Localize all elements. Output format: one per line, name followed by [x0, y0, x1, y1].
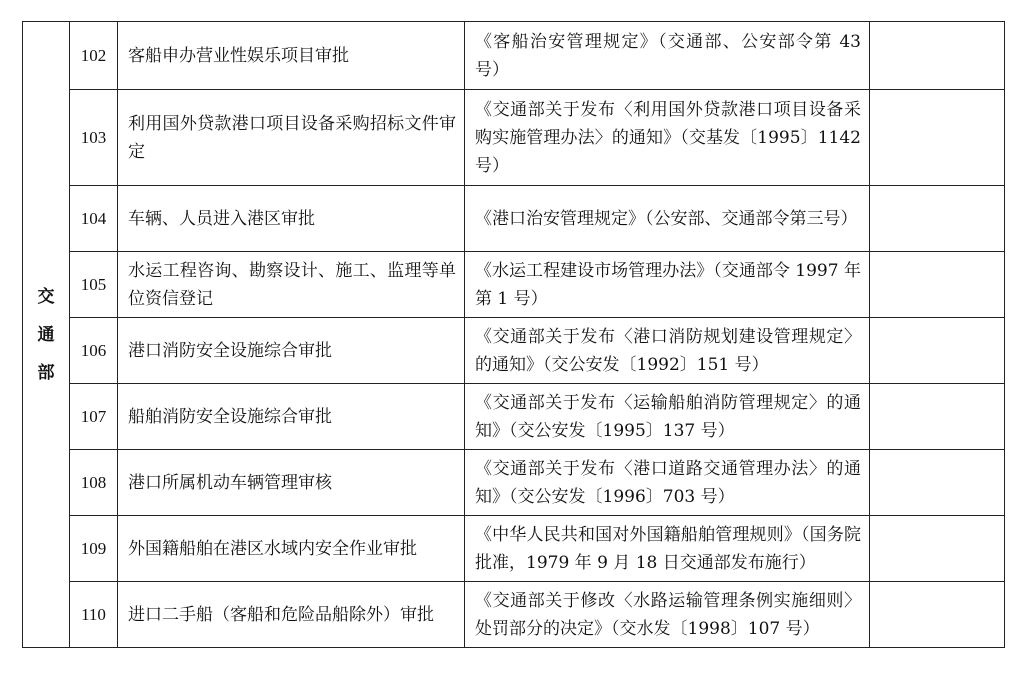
- item-number: 102: [70, 22, 118, 90]
- note-cell: [870, 450, 1005, 516]
- legal-basis: 《港口治安管理规定》（公安部、交通部令第三号）: [465, 186, 870, 252]
- item-number: 106: [70, 318, 118, 384]
- item-number: 107: [70, 384, 118, 450]
- legal-basis: 《交通部关于发布〈运输船舶消防管理规定〉的通知》（交公安发〔1995〕137 号）: [465, 384, 870, 450]
- note-cell: [870, 318, 1005, 384]
- department-char: 交: [37, 286, 55, 307]
- item-name: 外国籍船舶在港区水域内安全作业审批: [118, 516, 465, 582]
- item-number: 104: [70, 186, 118, 252]
- table-row: [23, 582, 1005, 648]
- table-row: [23, 252, 1005, 318]
- legal-basis: 《交通部关于发布〈利用国外贷款港口项目设备采购实施管理办法〉的通知》（交基发〔1995〕1142 号）: [465, 90, 870, 186]
- item-name: 船舶消防安全设施综合审批: [118, 384, 465, 450]
- note-cell: [870, 252, 1005, 318]
- item-name: 利用国外贷款港口项目设备采购招标文件审定: [118, 90, 465, 186]
- legal-basis: 《交通部关于发布〈港口消防规划建设管理规定〉的通知》（交公安发〔1992〕151 号）: [465, 318, 870, 384]
- department-char: 通: [37, 324, 55, 345]
- legal-basis: 《中华人民共和国对外国籍船舶管理规则》（国务院批准，1979 年 9 月 18 日交通部发布施行）: [465, 516, 870, 582]
- legal-basis: 《交通部关于发布〈港口道路交通管理办法〉的通知》（交公安发〔1996〕703 号）: [465, 450, 870, 516]
- table-row: [23, 22, 1005, 90]
- table-row: [23, 90, 1005, 186]
- item-number: 103: [70, 90, 118, 186]
- item-name: 港口消防安全设施综合审批: [118, 318, 465, 384]
- table-row: [23, 384, 1005, 450]
- item-name: 进口二手船（客船和危险品船除外）审批: [118, 582, 465, 648]
- item-name: 客船申办营业性娱乐项目审批: [118, 22, 465, 90]
- table-row: [23, 186, 1005, 252]
- approval-items-table: [22, 21, 1005, 648]
- department-cell: [23, 22, 70, 648]
- table-row: [23, 318, 1005, 384]
- note-cell: [870, 384, 1005, 450]
- legal-basis: 《交通部关于修改〈水路运输管理条例实施细则〉处罚部分的决定》（交水发〔1998〕107 号）: [465, 582, 870, 648]
- note-cell: [870, 186, 1005, 252]
- item-number: 108: [70, 450, 118, 516]
- item-number: 109: [70, 516, 118, 582]
- item-name: 水运工程咨询、勘察设计、施工、监理等单位资信登记: [118, 252, 465, 318]
- item-number: 110: [70, 582, 118, 648]
- item-name: 港口所属机动车辆管理审核: [118, 450, 465, 516]
- note-cell: [870, 516, 1005, 582]
- legal-basis: 《客船治安管理规定》（交通部、公安部令第 43 号）: [465, 22, 870, 90]
- note-cell: [870, 90, 1005, 186]
- table-row: [23, 516, 1005, 582]
- note-cell: [870, 22, 1005, 90]
- item-name: 车辆、人员进入港区审批: [118, 186, 465, 252]
- table-row: [23, 450, 1005, 516]
- legal-basis: 《水运工程建设市场管理办法》（交通部令 1997 年第 1 号）: [465, 252, 870, 318]
- note-cell: [870, 582, 1005, 648]
- item-number: 105: [70, 252, 118, 318]
- department-char: 部: [37, 362, 55, 383]
